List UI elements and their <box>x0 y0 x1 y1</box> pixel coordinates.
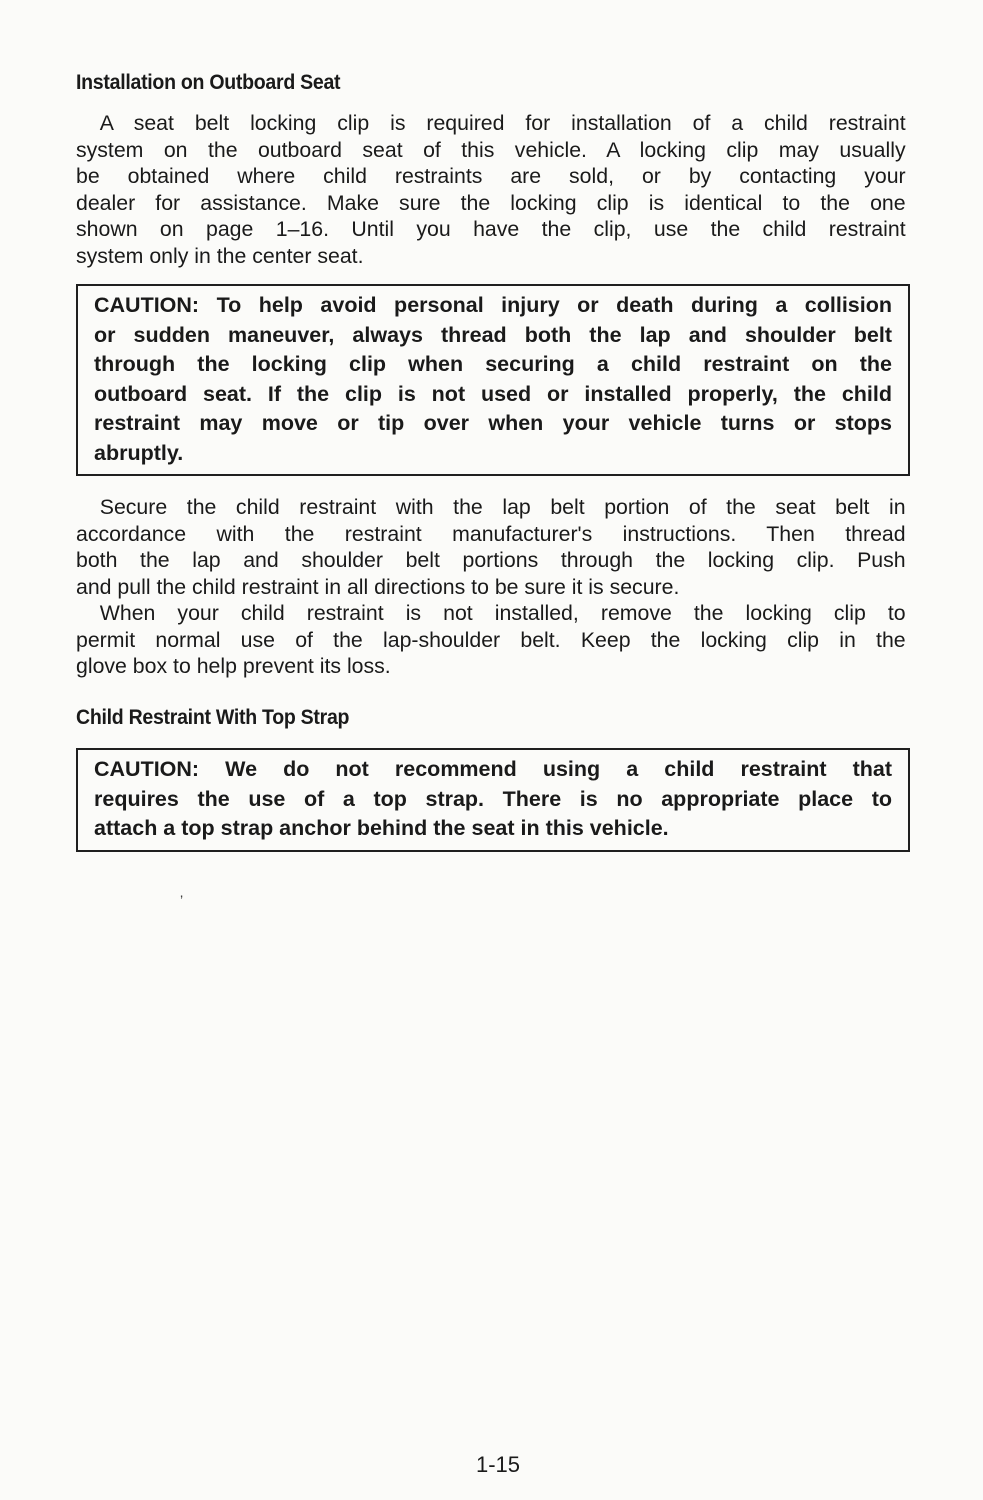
text-line: When your child restraint is not installed, remove the locking clip to <box>99 601 906 625</box>
text-line: accordance with the restraint manufacturer's instructions. Then thread <box>76 521 906 546</box>
text-line: and pull the child restraint in all directions to be sure it is secure. <box>76 574 680 599</box>
caution-line: or sudden maneuver, always thread both the lap and shoulder belt <box>94 322 892 347</box>
text-line: system only in the center seat. <box>76 243 364 268</box>
text-line: dealer for assistance. Make sure the locking clip is identical to the one <box>76 190 906 215</box>
heading-child-restraint-top-strap: Child Restraint With Top Strap <box>76 706 350 729</box>
text-line: be obtained where child restraints are sold, or by contacting your <box>76 164 906 188</box>
text-line: permit normal use of the lap-shoulder belt. Keep the locking clip in the <box>76 627 906 652</box>
caution-line: CAUTION: To help avoid personal injury or death during a collision <box>94 293 892 317</box>
text-line: A seat belt locking clip is required for installation of a child restraint <box>99 111 906 135</box>
caution-box-top-strap <box>76 748 910 852</box>
caution-line: restraint may move or tip over when your vehicle turns or stops <box>94 411 892 435</box>
text-line: Secure the child restraint with the lap belt portion of the seat belt in <box>99 495 906 519</box>
paragraph-locking-clip-required <box>76 110 906 269</box>
caution-line: CAUTION: We do not recommend using a child restraint that <box>94 757 892 781</box>
text-line: glove box to help prevent its loss. <box>76 654 391 678</box>
paragraph-secure-child-restraint <box>76 494 906 680</box>
page-number: 1-15 <box>476 1452 521 1477</box>
heading-installation-outboard-seat: Installation on Outboard Seat <box>76 71 341 94</box>
caution-line: abruptly. <box>94 440 184 465</box>
stray-mark: ’ <box>180 892 184 908</box>
text-line: shown on page 1–16. Until you have the clip, use the child restraint <box>76 217 906 241</box>
text-line: system on the outboard seat of this vehicle. A locking clip may usually <box>76 137 906 162</box>
caution-line: outboard seat. If the clip is not used or installed properly, the child <box>94 381 892 406</box>
caution-box-outboard-seat <box>76 284 910 476</box>
text-line: both the lap and shoulder belt portions through the locking clip. Push <box>76 548 906 572</box>
caution-line: attach a top strap anchor behind the seat in this vehicle. <box>94 816 669 840</box>
caution-line: through the locking clip when securing a child restraint on the <box>94 352 892 376</box>
caution-line: requires the use of a top strap. There is no appropriate place to <box>94 786 892 811</box>
